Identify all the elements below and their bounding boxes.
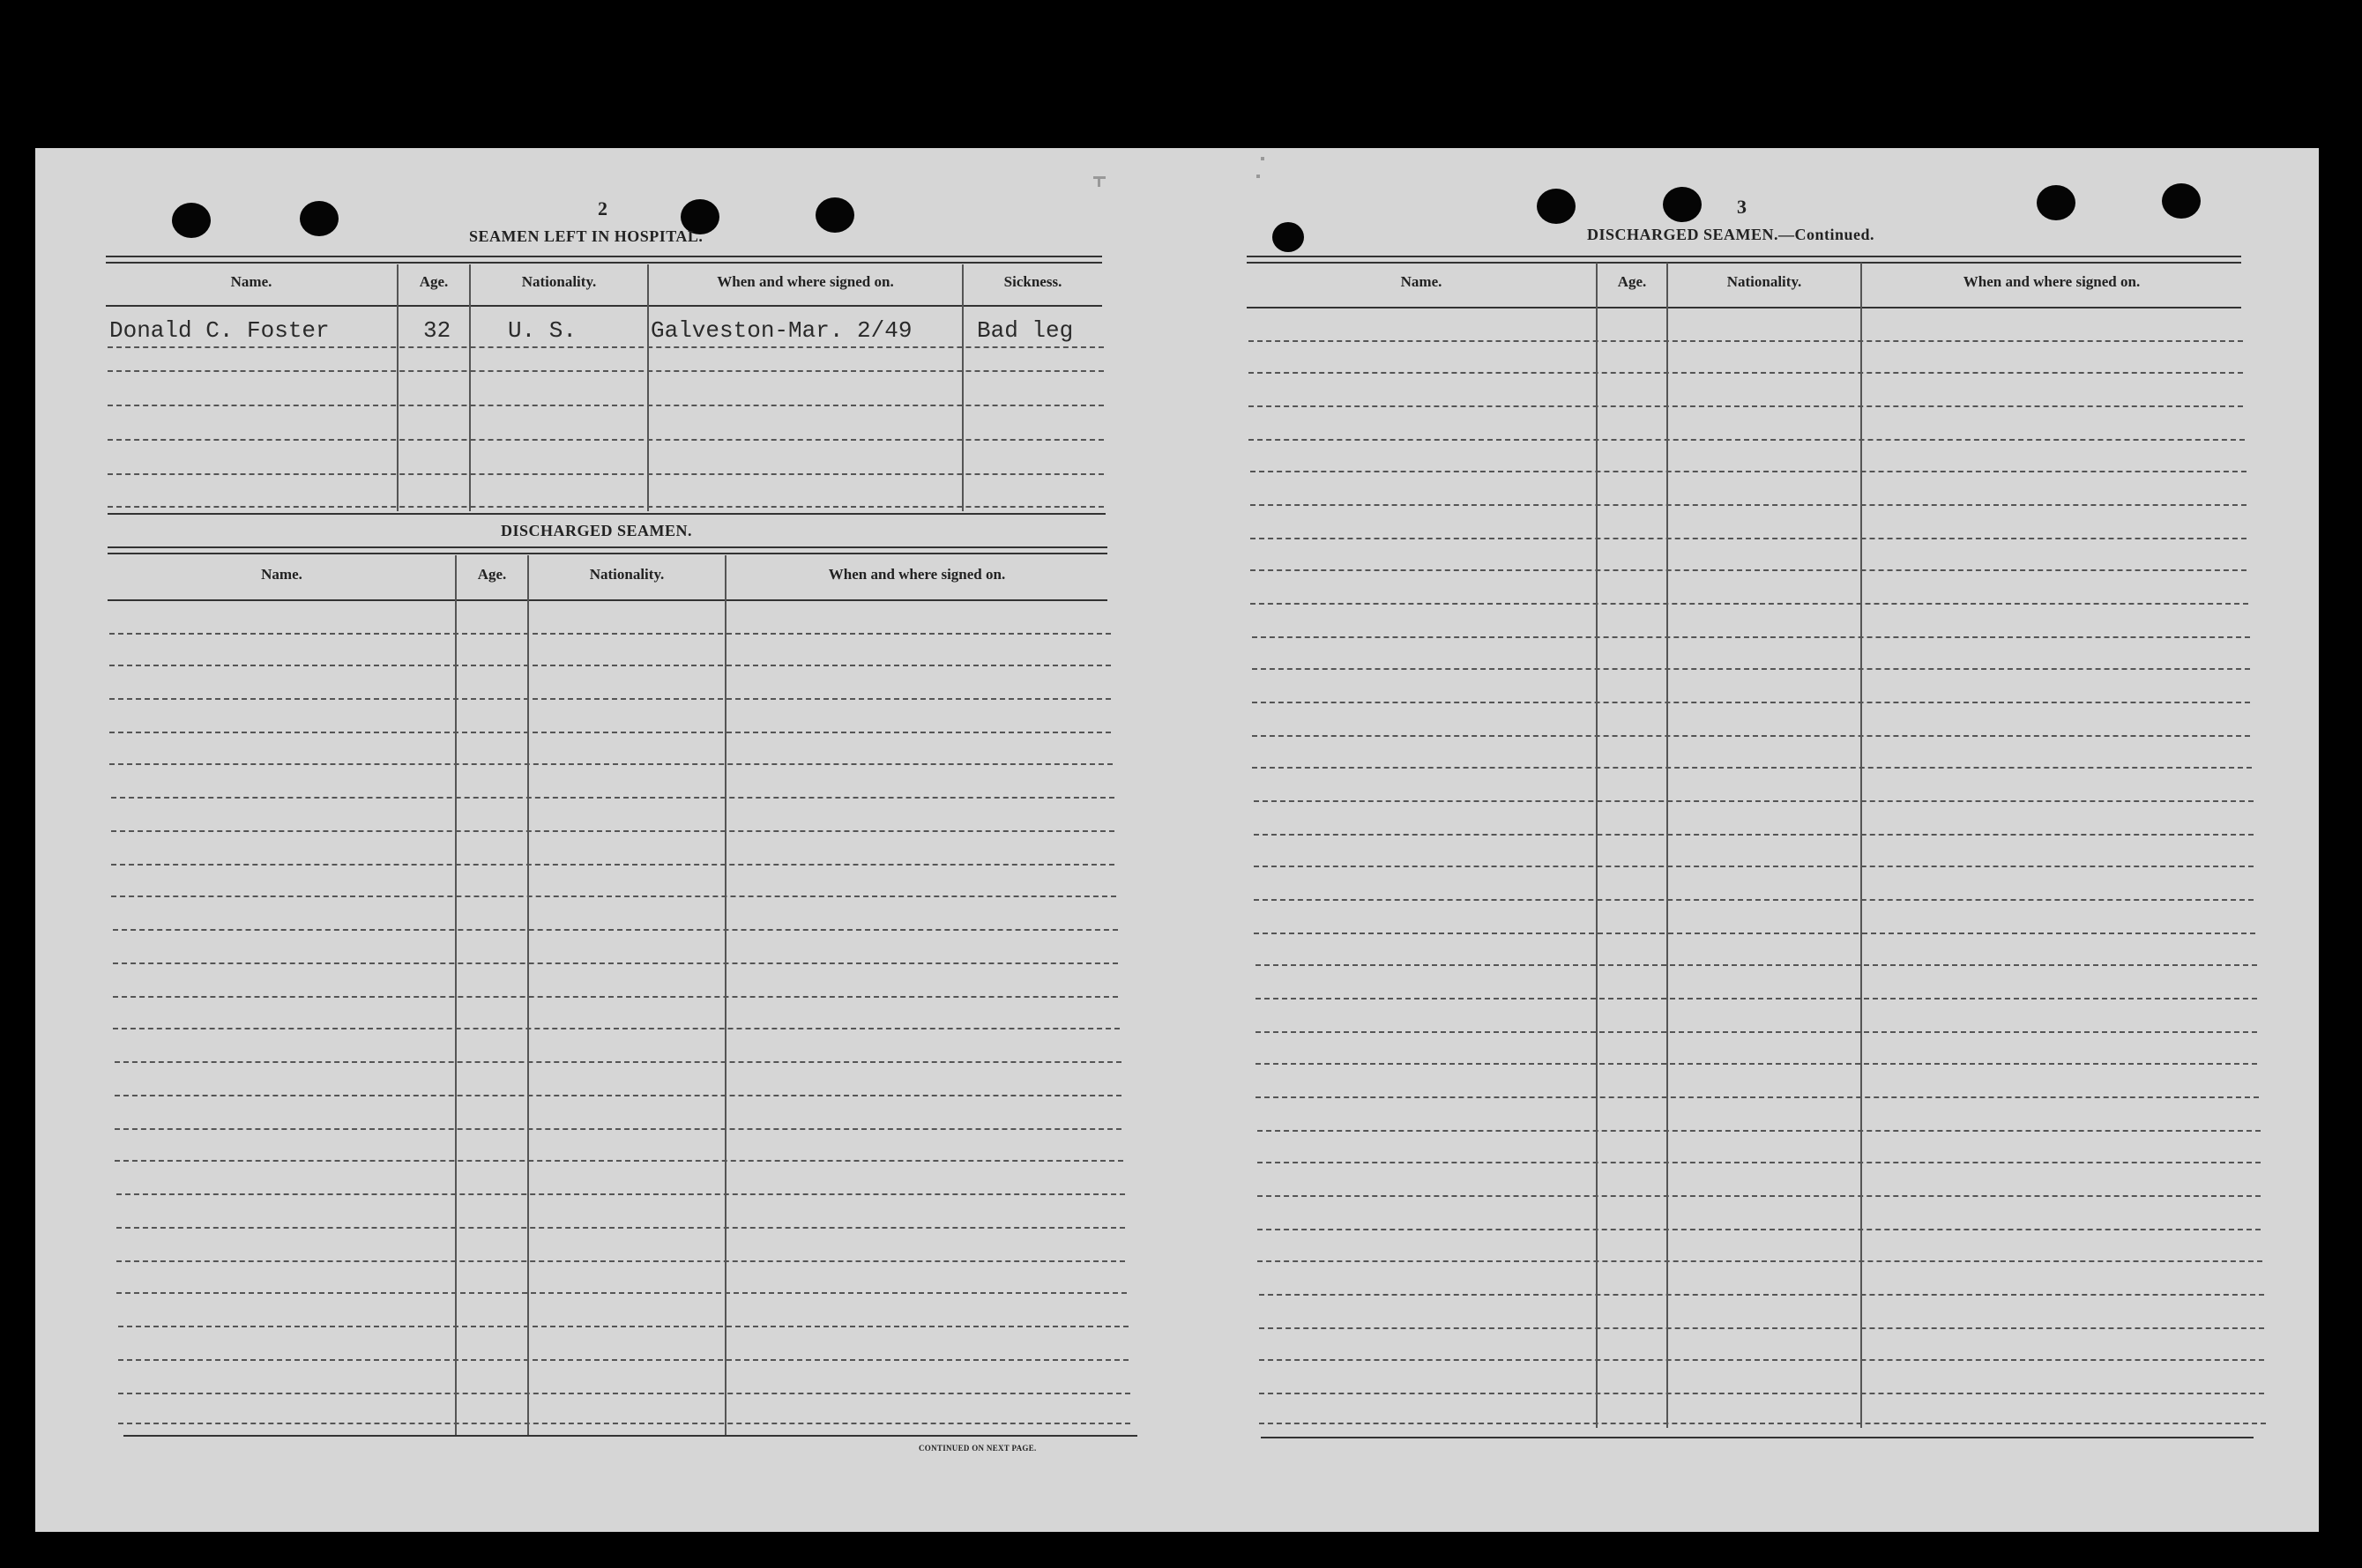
speck [1261, 157, 1264, 160]
page-number: 2 [598, 197, 607, 219]
col-header-signed-on: When and where signed on. [828, 566, 1006, 583]
col-header-nationality: Nationality. [1726, 273, 1802, 290]
dotted-line [1248, 439, 2245, 441]
header-rule [1247, 307, 2241, 308]
section-rule [108, 513, 1106, 515]
dotted-line [1256, 1063, 2257, 1065]
continued-footer: CONTINUED ON NEXT PAGE. [919, 1444, 1037, 1453]
dotted-line [113, 929, 1118, 931]
col-header-nationality: Nationality. [589, 566, 665, 583]
column-divider [1860, 263, 1862, 1428]
dotted-line [118, 1359, 1129, 1361]
row-nationality: U. S. [508, 317, 577, 344]
column-divider [1596, 263, 1598, 1428]
dotted-line [1254, 933, 2255, 934]
dotted-line [111, 797, 1114, 799]
dotted-line [1250, 569, 2247, 571]
section-rule [108, 546, 1107, 554]
dotted-line [1256, 1096, 2259, 1098]
col-header-age: Age. [477, 566, 507, 583]
dotted-line [111, 830, 1114, 832]
dotted-line [1257, 1130, 2261, 1132]
dotted-line [1257, 1162, 2261, 1163]
dotted-line [1254, 899, 2254, 901]
dotted-line [1259, 1359, 2264, 1361]
punch-hole [1663, 187, 1702, 222]
discharged-section-title: DISCHARGED SEAMEN. [501, 522, 693, 539]
punch-hole [172, 203, 211, 238]
header-rule [106, 305, 1102, 307]
section-rule [1247, 256, 2241, 264]
dotted-line [1259, 1393, 2264, 1394]
dotted-line [109, 633, 1111, 635]
dotted-line [113, 1028, 1120, 1029]
row-age: 32 [423, 317, 451, 344]
dotted-line [1248, 405, 2243, 407]
dotted-line [109, 763, 1113, 765]
dotted-line [1257, 1195, 2261, 1197]
punch-hole [300, 201, 339, 236]
dotted-line [1256, 964, 2257, 966]
col-header-signed-on: When and where signed on. [717, 273, 894, 290]
dotted-line [1252, 735, 2250, 737]
speck [1098, 176, 1100, 187]
bottom-rule [1261, 1437, 2254, 1438]
col-header-age: Age. [419, 273, 449, 290]
dotted-line [115, 1128, 1121, 1130]
dotted-line [115, 1160, 1123, 1162]
dotted-line [109, 698, 1111, 700]
dotted-line [116, 1227, 1125, 1229]
dotted-line [1252, 668, 2250, 670]
dotted-line [118, 1326, 1129, 1327]
row-name: Donald C. Foster [109, 317, 330, 344]
dotted-line [1254, 834, 2254, 836]
dotted-line [1254, 866, 2254, 867]
dotted-line [116, 1260, 1125, 1262]
row-signed-on: Galveston-Mar. 2/49 [651, 317, 913, 344]
dotted-line [1248, 372, 2243, 374]
dotted-line [118, 1393, 1130, 1394]
dotted-line [1250, 471, 2247, 472]
dotted-line [108, 370, 1104, 372]
dotted-line [1259, 1327, 2264, 1329]
dotted-line [109, 665, 1111, 666]
punch-hole [2162, 183, 2201, 219]
dotted-line [116, 1292, 1127, 1294]
dotted-line [113, 962, 1118, 964]
col-header-name: Name. [1400, 273, 1442, 290]
dotted-line [113, 996, 1118, 998]
dotted-line [1248, 340, 2243, 342]
dotted-line [1252, 767, 2252, 769]
dotted-line [115, 1061, 1121, 1063]
bottom-rule [123, 1435, 1137, 1437]
dotted-line [1259, 1423, 2266, 1424]
dotted-line [1250, 504, 2247, 506]
col-header-name: Name. [261, 566, 302, 583]
document-sheet [35, 148, 2319, 1532]
dotted-line [109, 732, 1111, 733]
dotted-line [1252, 636, 2250, 638]
dotted-line [116, 1193, 1125, 1195]
dotted-line [1257, 1260, 2262, 1262]
punch-hole [2037, 185, 2075, 220]
punch-hole [816, 197, 854, 233]
dotted-line [115, 1095, 1121, 1096]
dotted-line [1256, 998, 2257, 1000]
col-header-signed-on: When and where signed on. [1963, 273, 2141, 290]
punch-hole [1272, 222, 1304, 252]
dotted-line [1256, 1031, 2257, 1033]
header-rule [108, 599, 1107, 601]
section-rule [106, 256, 1102, 264]
dotted-line [1254, 800, 2254, 802]
dotted-line [1259, 1294, 2264, 1296]
row-sickness: Bad leg [977, 317, 1074, 344]
dotted-line [111, 895, 1116, 897]
dotted-line [108, 439, 1104, 441]
column-divider [1666, 263, 1668, 1428]
hospital-section-title: SEAMEN LEFT IN HOSPITAL. [469, 227, 704, 245]
dotted-line [1250, 538, 2247, 539]
page-number: 3 [1737, 196, 1747, 218]
dotted-line [118, 1423, 1130, 1424]
col-header-name: Name. [230, 273, 272, 290]
dotted-line [111, 864, 1114, 866]
col-header-sickness: Sickness. [1003, 273, 1062, 290]
discharged-continued-title: DISCHARGED SEAMEN.—Continued. [1587, 226, 1875, 243]
dotted-line [108, 473, 1104, 475]
dotted-line [108, 506, 1104, 508]
dotted-line [1257, 1229, 2261, 1230]
speck [1256, 175, 1260, 178]
col-header-age: Age. [1617, 273, 1647, 290]
dotted-line [1250, 603, 2248, 605]
punch-hole [1537, 189, 1576, 224]
dotted-line [108, 346, 1104, 348]
dotted-line [1252, 702, 2250, 703]
col-header-nationality: Nationality. [521, 273, 597, 290]
dotted-line [108, 405, 1104, 406]
